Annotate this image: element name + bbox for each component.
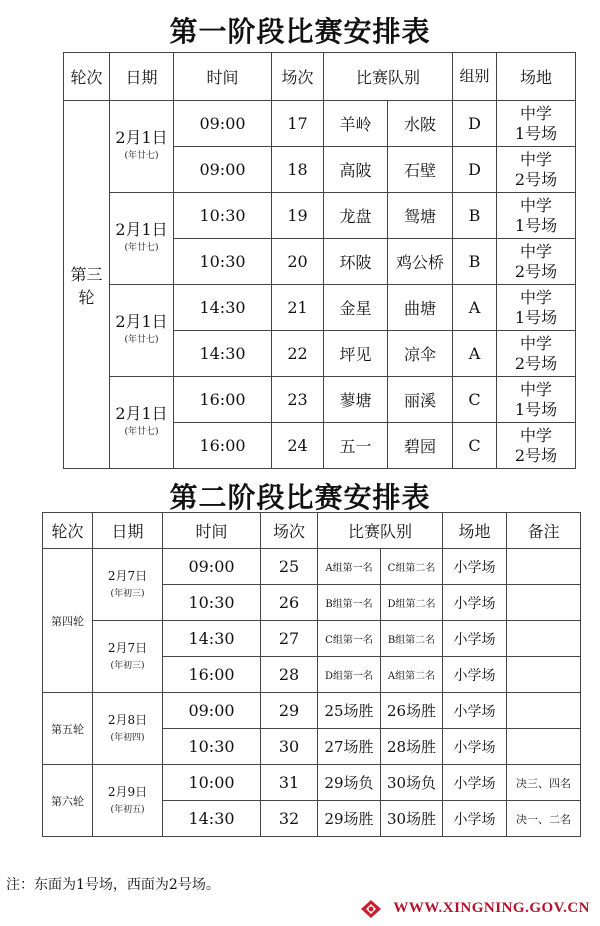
date-cell (110, 377, 174, 469)
team1-cell: 25场胜 (318, 693, 381, 729)
lunar-date: (年初四) (110, 732, 145, 743)
team2-cell: A组第二名 (381, 657, 443, 693)
team1-cell: 29场胜 (318, 801, 381, 837)
team2-cell: 凉伞 (388, 331, 453, 377)
venue-field: 1号场 (514, 215, 558, 235)
group-cell: B (453, 193, 497, 239)
note-cell (507, 657, 581, 693)
date-value: 2月1日 (115, 219, 168, 239)
venue-cell (497, 101, 576, 147)
site-logo-icon (358, 898, 384, 920)
venue-cell: 小学场 (443, 765, 507, 801)
date-cell (93, 549, 163, 621)
team2-cell: 28场胜 (381, 729, 443, 765)
venue-cell: 小学场 (443, 585, 507, 621)
round-cell: 第四轮 (43, 549, 93, 693)
date-value: 2月7日 (107, 640, 148, 655)
time-cell: 09:00 (174, 101, 272, 147)
time-cell: 10:30 (163, 585, 261, 621)
team1-cell: 龙盘 (324, 193, 388, 239)
header-note: 备注 (507, 513, 581, 549)
team1-cell: D组第一名 (318, 657, 381, 693)
table-row (64, 101, 576, 147)
header-date: 日期 (110, 53, 174, 101)
match-cell: 25 (261, 549, 318, 585)
team1-cell: 坪见 (324, 331, 388, 377)
team2-cell: 碧园 (388, 423, 453, 469)
team1-cell: C组第一名 (318, 621, 381, 657)
lunar-date: (年廿七) (124, 242, 159, 253)
venue-cell: 小学场 (443, 729, 507, 765)
venue-name: 中学 (520, 425, 553, 445)
match-cell: 29 (261, 693, 318, 729)
header-teams: 比赛队别 (318, 513, 443, 549)
team1-cell: 金星 (324, 285, 388, 331)
venue-cell (497, 193, 576, 239)
venue-cell: 小学场 (443, 693, 507, 729)
lunar-date: (年初三) (110, 588, 145, 599)
lunar-date: (年廿七) (124, 334, 159, 345)
time-cell: 10:00 (163, 765, 261, 801)
venue-name: 中学 (520, 241, 553, 261)
team2-cell: 鸡公桥 (388, 239, 453, 285)
match-cell: 21 (272, 285, 324, 331)
date-cell (93, 621, 163, 693)
venue-field: 1号场 (514, 123, 558, 143)
time-cell: 16:00 (174, 423, 272, 469)
group-cell: D (453, 147, 497, 193)
time-cell: 14:30 (163, 621, 261, 657)
venue-name: 中学 (520, 103, 553, 123)
time-cell: 10:30 (174, 239, 272, 285)
date-value: 2月9日 (107, 784, 148, 799)
match-cell: 30 (261, 729, 318, 765)
note-cell: 决一、二名 (507, 801, 581, 837)
team2-cell: 26场胜 (381, 693, 443, 729)
venue-cell: 小学场 (443, 549, 507, 585)
table-row (43, 621, 581, 657)
date-value: 2月1日 (115, 403, 168, 423)
header-time: 时间 (163, 513, 261, 549)
match-cell: 31 (261, 765, 318, 801)
time-cell: 14:30 (174, 285, 272, 331)
date-value: 2月7日 (107, 568, 148, 583)
team2-cell: B组第二名 (381, 621, 443, 657)
venue-cell (497, 331, 576, 377)
venue-field: 1号场 (514, 307, 558, 327)
venue-cell (497, 423, 576, 469)
header-match: 场次 (261, 513, 318, 549)
footer-url[interactable]: WWW.XINGNING.GOV.CN (393, 900, 590, 916)
header-teams: 比赛队别 (324, 53, 453, 101)
stage2-table (42, 512, 581, 837)
match-cell: 28 (261, 657, 318, 693)
team1-cell: 羊岭 (324, 101, 388, 147)
venue-cell (497, 239, 576, 285)
header-date: 日期 (93, 513, 163, 549)
match-cell: 19 (272, 193, 324, 239)
note-cell (507, 585, 581, 621)
table-row (43, 549, 581, 585)
header-group: 组别 (453, 53, 497, 101)
group-cell: D (453, 101, 497, 147)
header-venue: 场地 (497, 53, 576, 101)
date-cell (110, 285, 174, 377)
lunar-date: (年初五) (110, 804, 145, 815)
team1-cell: 27场胜 (318, 729, 381, 765)
group-cell: C (453, 423, 497, 469)
match-cell: 17 (272, 101, 324, 147)
date-cell (93, 765, 163, 837)
venue-field: 2号场 (514, 353, 558, 373)
venue-name: 中学 (520, 195, 553, 215)
team1-cell: 环陂 (324, 239, 388, 285)
note-cell (507, 549, 581, 585)
team1-cell: 高陂 (324, 147, 388, 193)
venue-cell: 小学场 (443, 657, 507, 693)
team2-cell: 丽溪 (388, 377, 453, 423)
venue-field: 2号场 (514, 169, 558, 189)
match-cell: 27 (261, 621, 318, 657)
venue-field: 1号场 (514, 399, 558, 419)
date-value: 2月8日 (107, 712, 148, 727)
team2-cell: 鸳塘 (388, 193, 453, 239)
match-cell: 26 (261, 585, 318, 621)
match-cell: 22 (272, 331, 324, 377)
stage2-header-row (43, 513, 581, 549)
team2-cell: C组第二名 (381, 549, 443, 585)
stage1-title: 第一阶段比赛安排表 (169, 15, 431, 48)
table-row (64, 377, 576, 423)
date-value: 2月1日 (115, 127, 168, 147)
venue-name: 中学 (520, 287, 553, 307)
venue-name: 中学 (520, 379, 553, 399)
header-match: 场次 (272, 53, 324, 101)
note-cell: 决三、四名 (507, 765, 581, 801)
lunar-date: (年廿七) (124, 426, 159, 437)
stage2-title: 第二阶段比赛安排表 (169, 481, 431, 514)
time-cell: 16:00 (163, 657, 261, 693)
venue-field: 2号场 (514, 261, 558, 281)
round-cell: 第五轮 (43, 693, 93, 765)
round-cell: 第六轮 (43, 765, 93, 837)
date-cell (110, 193, 174, 285)
note-cell (507, 693, 581, 729)
team2-cell: 30场负 (381, 765, 443, 801)
header-time: 时间 (174, 53, 272, 101)
time-cell: 14:30 (163, 801, 261, 837)
match-cell: 32 (261, 801, 318, 837)
time-cell: 14:30 (174, 331, 272, 377)
stage1-table (63, 52, 576, 469)
venue-field: 2号场 (514, 445, 558, 465)
match-cell: 18 (272, 147, 324, 193)
header-round: 轮次 (43, 513, 93, 549)
round-cell: 第三轮 (64, 101, 110, 469)
note-cell (507, 729, 581, 765)
table-row (64, 285, 576, 331)
venue-cell (497, 285, 576, 331)
venue-name: 中学 (520, 149, 553, 169)
table-row (43, 765, 581, 801)
time-cell: 09:00 (163, 693, 261, 729)
venue-cell: 小学场 (443, 801, 507, 837)
group-cell: B (453, 239, 497, 285)
stage1-header-row (64, 53, 576, 101)
time-cell: 10:30 (163, 729, 261, 765)
team1-cell: 五一 (324, 423, 388, 469)
table-row (43, 693, 581, 729)
date-value: 2月1日 (115, 311, 168, 331)
header-venue: 场地 (443, 513, 507, 549)
lunar-date: (年初三) (110, 660, 145, 671)
group-cell: C (453, 377, 497, 423)
time-cell: 09:00 (174, 147, 272, 193)
footnote: 注：东面为1号场，西面为2号场。 (6, 877, 220, 893)
venue-cell (497, 147, 576, 193)
match-cell: 20 (272, 239, 324, 285)
team2-cell: 水陂 (388, 101, 453, 147)
venue-name: 中学 (520, 333, 553, 353)
team1-cell: 29场负 (318, 765, 381, 801)
match-cell: 23 (272, 377, 324, 423)
time-cell: 10:30 (174, 193, 272, 239)
match-cell: 24 (272, 423, 324, 469)
date-cell (93, 693, 163, 765)
group-cell: A (453, 285, 497, 331)
team1-cell: A组第一名 (318, 549, 381, 585)
venue-cell: 小学场 (443, 621, 507, 657)
group-cell: A (453, 331, 497, 377)
team1-cell: 蓼塘 (324, 377, 388, 423)
table-row (64, 193, 576, 239)
team2-cell: 石壁 (388, 147, 453, 193)
header-round: 轮次 (64, 53, 110, 101)
team2-cell: D组第二名 (381, 585, 443, 621)
venue-cell (497, 377, 576, 423)
lunar-date: (年廿七) (124, 150, 159, 161)
team2-cell: 30场胜 (381, 801, 443, 837)
time-cell: 16:00 (174, 377, 272, 423)
team1-cell: B组第一名 (318, 585, 381, 621)
time-cell: 09:00 (163, 549, 261, 585)
note-cell (507, 621, 581, 657)
date-cell (110, 101, 174, 193)
team2-cell: 曲塘 (388, 285, 453, 331)
